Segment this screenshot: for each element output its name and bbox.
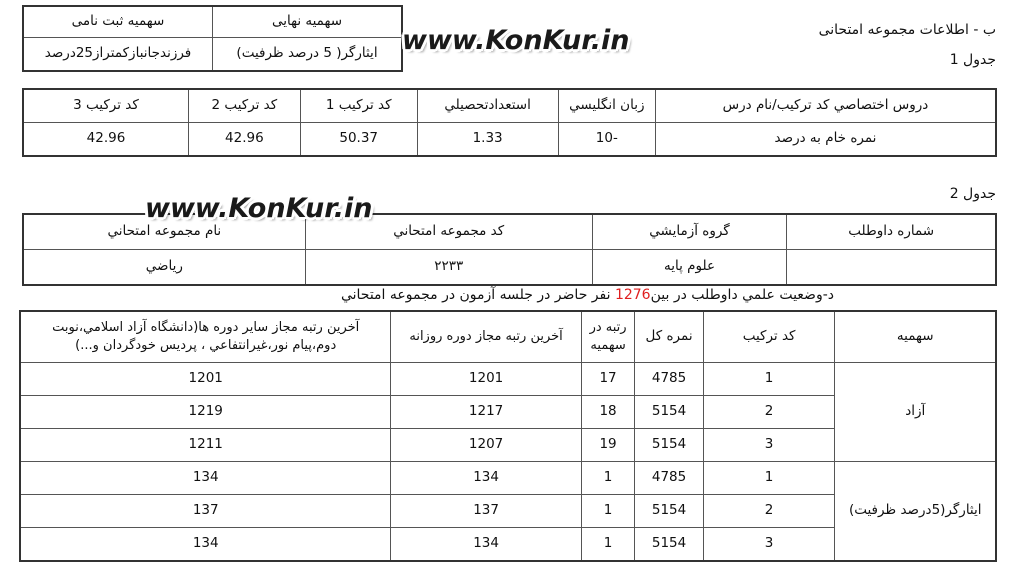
section-d-count: 1276 [614,287,651,303]
t3-total-score: 4785 [635,462,703,495]
t3-last-rank-daytime: 1207 [391,429,581,462]
section-d-title [341,287,834,303]
t1-value-english: -10 [558,123,655,157]
t2-value-exam-code: ۲۲۳۳ [305,250,592,286]
t3-rank: 1 [581,495,635,528]
t1-header-combo-3: كد تركيب 3 [23,89,188,123]
t2-value-candidate-number [787,250,996,286]
t1-value-aptitude: 1.33 [417,123,558,157]
t3-last-rank-other: 1219 [20,396,391,429]
t2-value-group: علوم پايه [592,250,787,286]
registered-quota-value: فرزندجانبازکمتراز25درصد [23,38,213,72]
t3-rank: 1 [581,528,635,562]
t3-last-rank-daytime: 137 [391,495,581,528]
t1-value-combo-3: 42.96 [23,123,188,157]
table-1 [22,88,997,157]
t3-header-total-score: نمره كل [635,311,703,363]
section-d-text-after: نفر حاضر در جلسه آزمون در مجموعه امتحاني [340,287,611,303]
t3-combo-code: 3 [703,429,835,462]
t2-header-group: گروه آزمايشي [592,214,787,250]
registered-quota-label: سهمیه ثبت نامی [23,6,213,38]
table2-caption: جدول 2 [949,186,996,202]
t1-value-combo-2: 42.96 [188,123,300,157]
t3-last-rank-other: 134 [20,528,391,562]
t3-combo-code: 1 [703,363,835,396]
t3-combo-code: 2 [703,495,835,528]
table-row [20,363,996,396]
t3-rank: 18 [581,396,635,429]
section-d-text-before: د-وضعيت علمي داوطلب در بين [650,287,834,303]
t2-header-candidate-number: شماره داوطلب [787,214,996,250]
t3-rank: 1 [581,462,635,495]
t3-last-rank-daytime: 1217 [391,396,581,429]
t1-header-aptitude: استعدادتحصيلي [417,89,558,123]
t3-combo-code: 2 [703,396,835,429]
t1-header-course: دروس اختصاصي كد تركيب/نام درس [655,89,996,123]
t3-combo-code: 1 [703,462,835,495]
watermark-top: www.KonKur.in [402,25,630,56]
t1-value-combo-1: 50.37 [300,123,417,157]
t3-total-score: 5154 [635,429,703,462]
t3-last-rank-other: 1211 [20,429,391,462]
t3-header-quota: سهميه [835,311,996,363]
quota-box [22,5,403,72]
t3-quota-free: آزاد [835,363,996,462]
table-3 [19,310,997,562]
t3-header-rank-in-quota: رتبه در سهميه [581,311,635,363]
t3-header-last-rank-daytime: آخرين رتبه مجاز دوره روزانه [391,311,581,363]
t3-last-rank-other: 137 [20,495,391,528]
t2-header-exam-code: كد مجموعه امتحاني [305,214,592,250]
t2-header-exam-name: نام مجموعه امتحاني [23,214,305,250]
t3-header-last-rank-other: آخرين رتبه مجاز ساير دوره ها(دانشگاه آزاد اسلامي،نوبت دوم،پيام نور،غيرانتفاعي ، پرديس خودگردان و...) [20,311,391,363]
t1-header-english: زبان انگليسي [558,89,655,123]
t3-last-rank-other: 134 [20,462,391,495]
table-row [20,462,996,495]
t1-header-combo-2: كد تركيب 2 [188,89,300,123]
t3-last-rank-daytime: 1201 [391,363,581,396]
t3-total-score: 5154 [635,495,703,528]
t2-value-exam-name: رياضي [23,250,305,286]
t1-header-combo-1: كد تركيب 1 [300,89,417,123]
t3-total-score: 5154 [635,528,703,562]
t3-header-combo-code: كد تركيب [703,311,835,363]
section-b-title: ب - اطلاعات مجموعه امتحانی [818,22,996,38]
final-quota-value: ایثارگر( 5 درصد ظرفیت) [213,38,403,72]
table1-caption: جدول 1 [949,52,996,68]
watermark-middle: www.KonKur.in [145,193,373,224]
t3-total-score: 4785 [635,363,703,396]
t3-quota-isargar: ایثارگر(5درصد ظرفیت) [835,462,996,562]
t3-rank: 17 [581,363,635,396]
t3-last-rank-daytime: 134 [391,462,581,495]
t3-rank: 19 [581,429,635,462]
t3-last-rank-daytime: 134 [391,528,581,562]
t1-row-label: نمره خام به درصد [655,123,996,157]
t3-total-score: 5154 [635,396,703,429]
t3-combo-code: 3 [703,528,835,562]
final-quota-label: سهمیه نهایی [213,6,403,38]
t3-last-rank-other: 1201 [20,363,391,396]
